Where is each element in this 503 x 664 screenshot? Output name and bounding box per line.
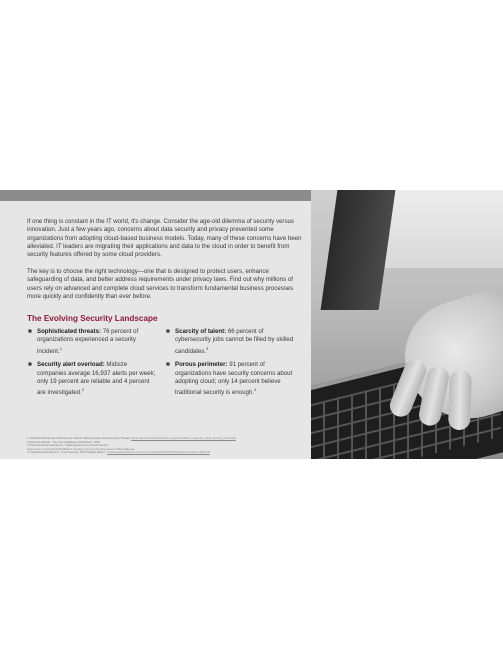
footnote-ref: 3 — [206, 345, 209, 351]
bullet-icon: ■ — [28, 361, 32, 369]
bullet-icon: ■ — [28, 328, 32, 335]
item-title: Scarcity of talent: — [175, 328, 227, 335]
laptop-typing-photo — [311, 190, 503, 459]
intro-paragraph-2: The key is to choose the right technology—one that is designed to protect users, enhance safeguarding of data, and better address requirements under privacy laws. Find out why millions of users rely on advanced and complete cloud services to transform fundamental business processes more quickly and confidently than ever before. — [27, 268, 294, 300]
list-item — [27, 328, 157, 356]
footnote-text: 4 Crowd Research Partners, "Cloud Security: 2016 Spotlight Report," — [27, 451, 108, 455]
footnote-text: 3 Cisco Annual Security Report, "Tightening the Cost of Cloud Security" — [27, 444, 110, 448]
laptop-screen — [381, 190, 503, 268]
list-item — [165, 361, 295, 398]
bullet-icon: ■ — [166, 361, 170, 369]
item-title: Security alert overload: — [37, 361, 105, 369]
finger — [448, 370, 472, 431]
left-column — [27, 328, 157, 403]
footnote-ref: 4 — [253, 387, 257, 393]
list-item — [165, 328, 295, 356]
section-heading: The Evolving Security Landscape — [27, 314, 158, 323]
footnote-ref: 1 — [59, 345, 62, 351]
bullet-icon: ■ — [166, 328, 170, 335]
laptop-lid — [321, 190, 396, 310]
intro-paragraph-1: If one thing is constant in the IT world, it's change. Consider the age-old dilemma of security versus innovation. Just a few years ago, concerns about data security and privacy prevented some organizations from adopting cloud-based business models. Today, many of these concerns have been alleviated. IT leaders are migrating their applications and data to the cloud in order to benefit from security features offered by some cloud providers. — [27, 218, 302, 259]
footnote-ref: 2 — [81, 387, 84, 393]
item-title: Sophisticated threats: — [37, 328, 101, 335]
item-text: Midsize companies average 16,937 alerts per week; only 19 percent are reliable and 4 percent are investigated. — [37, 361, 156, 397]
footnote — [27, 451, 303, 455]
footnote-link[interactable]: crowdresearchpartners.com/wp-content/uploads/2016/06/Cloud-Security-Report-2016.pdf — [107, 451, 210, 455]
item-text: 66 percent of cybersecurity jobs cannot be filled by skilled candidates. — [175, 328, 294, 355]
right-column — [165, 328, 295, 403]
footnote-text: 1 "Southland Enterprises 2016 Security Outlook: Meeting Today's Evolving Cyber Threats" — [27, 437, 132, 440]
list-item — [27, 361, 157, 398]
footnote-link[interactable]: blogs.cisco.com/security/2016/08/talent-shortage-cybersecurity-jobs-remain-unfilled-skills-gap — [27, 447, 135, 451]
item-title: Porous perimeter: — [175, 361, 228, 369]
item-text: 91 percent of organizations have security concerns about adopting cloud; only 14 percent believe traditional security is enough. — [175, 361, 293, 397]
footnote-text: 2 Ponemon Institute, "The Cost of Malware Containment," 2015. — [27, 440, 101, 444]
item-text: 76 percent of organizations experienced a security incident. — [37, 328, 139, 355]
footnote-link[interactable]: barracuda.com/assets/docs/white_papers/southland_enterprise_2016_security_outlook.pdf — [131, 437, 236, 440]
header-bar — [0, 190, 311, 201]
footnotes — [27, 437, 303, 455]
